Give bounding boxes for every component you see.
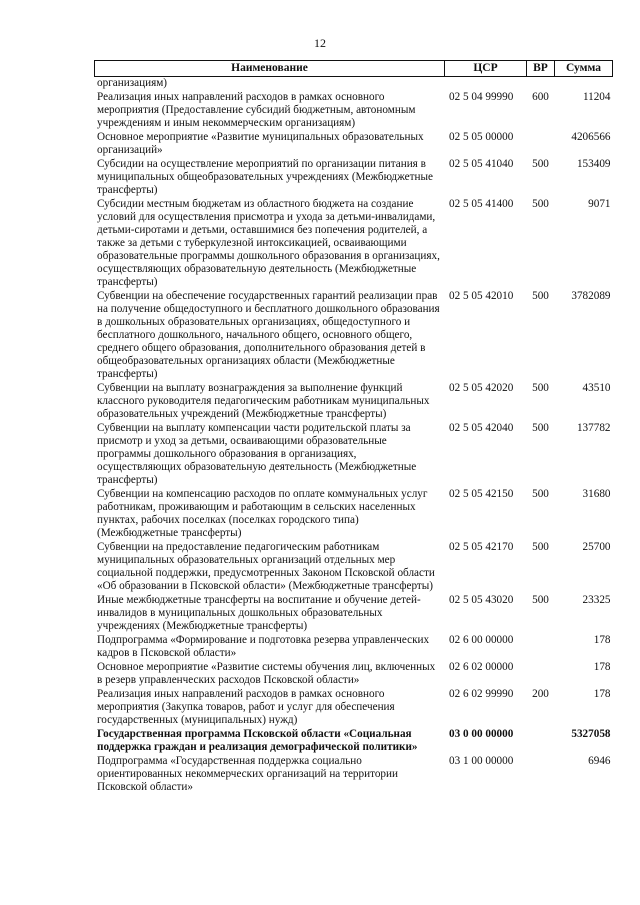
row-sum: 4206566 <box>571 131 611 143</box>
row-name: Субвенции на обеспечение государственных гарантий реализации прав на получение общедоступного и бесплатного дошкольного образования в дошкольных образовательных организациях, общедоступного и бесплатного дошкольного, начального общего, основного общего, среднего общего образования, дополнительного образования детей в общеобразовательных организациях области (Межбюджетные трансферты) <box>97 290 440 380</box>
row-csr: 02 5 05 42170 <box>449 541 514 553</box>
row-sum: 11204 <box>582 91 611 103</box>
row-vr: 500 <box>532 382 549 394</box>
row-csr: 02 5 05 00000 <box>449 131 514 143</box>
row-csr: 02 5 05 41400 <box>449 198 514 210</box>
table-body <box>95 77 613 796</box>
row-csr: 02 5 05 42020 <box>449 382 514 394</box>
table-row <box>95 422 613 488</box>
table-row <box>95 131 613 158</box>
row-name: Субсидии местным бюджетам из областного бюджета на создание условий для осуществления присмотра и ухода за детьми-инвалидами, детьми-сиротами и детьми, оставшимися без попечения родителей, а также за детьми с туберкулезной интоксикацией, осваивающими образовательные программы дошкольного образования в организациях, осуществляющих образовательную деятельность (Межбюджетные трансферты) <box>97 198 440 288</box>
row-sum: 9071 <box>588 198 611 210</box>
row-vr: 500 <box>532 290 549 302</box>
row-sum: 3782089 <box>571 290 611 302</box>
row-sum: 43510 <box>582 382 611 394</box>
row-csr: 02 5 05 42010 <box>449 290 514 302</box>
row-vr <box>527 661 555 688</box>
row-sum <box>555 77 613 92</box>
table-row <box>95 634 613 661</box>
row-csr: 02 6 02 99990 <box>449 688 514 700</box>
row-vr: 500 <box>532 158 549 170</box>
row-name: Иные межбюджетные трансферты на воспитание и обучение детей-инвалидов в муниципальных дошкольных образовательных учреждениях (Межбюджетные трансферты) <box>97 594 421 632</box>
row-vr <box>527 755 555 795</box>
table-row <box>95 488 613 541</box>
row-sum: 153409 <box>576 158 611 170</box>
row-sum: 178 <box>593 661 611 673</box>
row-csr: 02 5 04 99990 <box>449 91 514 103</box>
row-sum: 5327058 <box>571 728 611 740</box>
row-name: Субвенции на выплату компенсации части родительской платы за присмотр и уход за детьми, осваивающими образовательные программы дошкольного образования в организациях, осуществляющих образовательную деятельность (Межбюджетные трансферты) <box>97 422 417 486</box>
row-name: Реализация иных направлений расходов в рамках основного мероприятия (Предоставление субсидий бюджетным, автономным учреждениям и иным некоммерческим организациям) <box>97 91 416 129</box>
page-number: 12 <box>314 36 326 50</box>
row-sum: 25700 <box>582 541 611 553</box>
row-vr: 500 <box>532 594 549 606</box>
row-vr <box>527 77 555 92</box>
row-vr <box>527 131 555 158</box>
table-row <box>95 158 613 198</box>
row-vr: 500 <box>532 198 549 210</box>
table-row <box>95 541 613 594</box>
row-csr <box>445 77 527 92</box>
row-vr: 600 <box>532 91 549 103</box>
row-name: организациям) <box>97 77 168 89</box>
row-csr: 02 6 02 00000 <box>449 661 514 673</box>
table-row <box>95 198 613 290</box>
row-csr: 03 0 00 00000 <box>449 728 514 740</box>
row-sum: 6946 <box>588 755 611 767</box>
header-csr: ЦСР <box>445 61 527 77</box>
header-sum: Сумма <box>555 61 613 77</box>
row-name: Основное мероприятие «Развитие системы обучения лиц, включенных в резерв управленческих расходов Псковской области» <box>97 661 436 686</box>
row-csr: 02 5 05 41040 <box>449 158 514 170</box>
row-vr <box>527 634 555 661</box>
row-name: Реализация иных направлений расходов в рамках основного мероприятия (Закупка товаров, работ и услуг для обеспечения государственных (муниципальных) нужд) <box>97 688 395 726</box>
header-vr: ВР <box>527 61 555 77</box>
row-sum: 31680 <box>582 488 611 500</box>
table-row <box>95 382 613 422</box>
budget-table <box>94 60 613 795</box>
row-vr: 500 <box>532 541 549 553</box>
table-row <box>95 688 613 728</box>
table-header <box>95 61 613 77</box>
table-row <box>95 91 613 131</box>
row-vr: 500 <box>532 422 549 434</box>
row-csr: 02 6 00 00000 <box>449 634 514 646</box>
table-row <box>95 290 613 382</box>
row-csr: 02 5 05 43020 <box>449 594 514 606</box>
row-sum: 178 <box>593 634 611 646</box>
row-name: Субвенции на выплату вознаграждения за выполнение функций классного руководителя педагогическим работникам муниципальных образовательных учреждений (Межбюджетные трансферты) <box>97 382 430 420</box>
row-sum: 178 <box>593 688 611 700</box>
row-name: Основное мероприятие «Развитие муниципальных образовательных организаций» <box>97 131 424 156</box>
row-vr <box>527 728 555 755</box>
header-name: Наименование <box>95 61 445 77</box>
row-csr: 03 1 00 00000 <box>449 755 514 767</box>
row-name: Субсидии на осуществление мероприятий по организации питания в муниципальных общеобразовательных учреждениях (Межбюджетные трансферты) <box>97 158 433 196</box>
row-sum: 137782 <box>576 422 611 434</box>
table-row <box>95 594 613 634</box>
row-csr: 02 5 05 42150 <box>449 488 514 500</box>
row-name: Государственная программа Псковской области «Социальная поддержка граждан и реализация демографической политики» <box>97 728 418 753</box>
row-csr: 02 5 05 42040 <box>449 422 514 434</box>
table-row <box>95 728 613 755</box>
row-sum: 23325 <box>582 594 611 606</box>
row-name: Подпрограмма «Формирование и подготовка резерва управленческих кадров в Псковской области» <box>97 634 430 659</box>
row-name: Подпрограмма «Государственная поддержка социально ориентированных некоммерческих организаций на территории Псковской области» <box>97 755 399 793</box>
row-vr: 500 <box>532 488 549 500</box>
row-vr: 200 <box>532 688 549 700</box>
table-row <box>95 755 613 795</box>
table-row <box>95 661 613 688</box>
table-row <box>95 77 613 92</box>
row-name: Субвенции на компенсацию расходов по оплате коммунальных услуг работникам, проживающим и работающим в сельских населенных пунктах, рабочих поселках (поселках городского типа) (Межбюджетные трансферты) <box>97 488 428 539</box>
row-name: Субвенции на предоставление педагогическим работникам муниципальных образовательных организаций отдельных мер социальной поддержки, предусмотренных Законом Псковской области «Об образовании в Псковской области» (Межбюджетные трансферты) <box>97 541 435 592</box>
